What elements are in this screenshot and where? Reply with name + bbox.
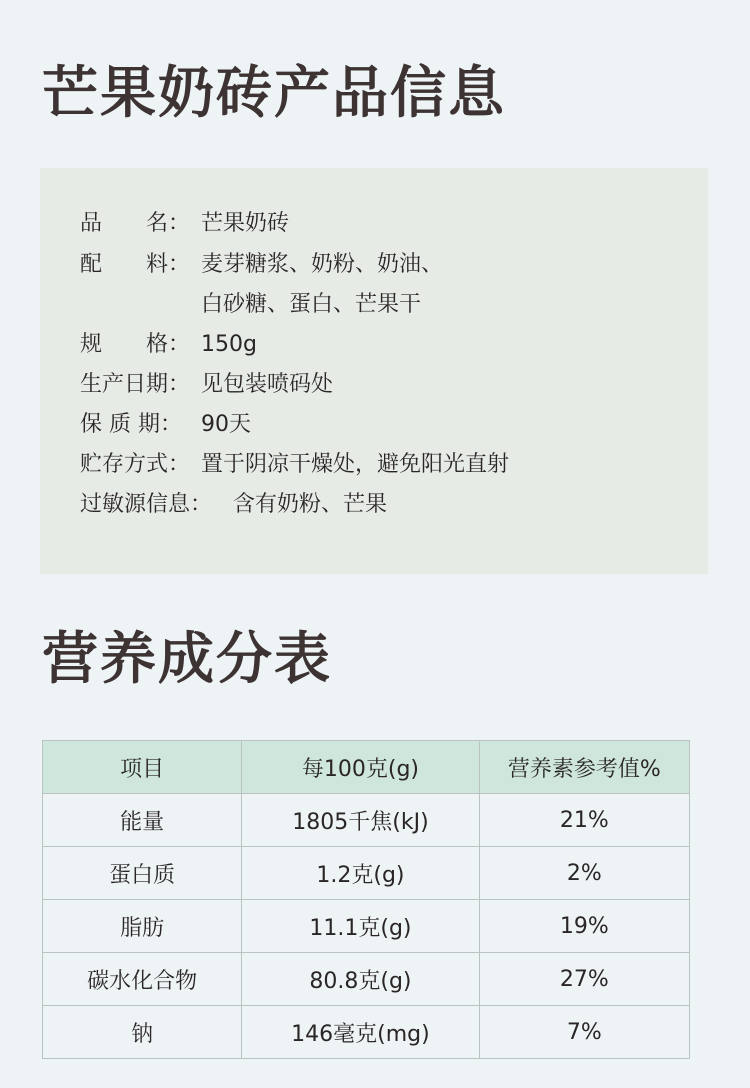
info-value: 90天 <box>201 412 251 437</box>
info-row-name <box>80 211 290 236</box>
table-cell: 2% <box>479 847 689 900</box>
table-cell: 钠 <box>43 1006 242 1059</box>
info-row-storage <box>80 452 510 477</box>
info-row-spec <box>80 332 257 357</box>
info-label: 配 料： <box>80 252 191 277</box>
table-cell: 11.1克(g) <box>242 900 479 953</box>
column-header: 每100克(g) <box>242 741 479 794</box>
info-label: 规 格： <box>80 332 191 357</box>
info-value: 见包装喷码处 <box>201 372 334 397</box>
table-cell: 脂肪 <box>43 900 242 953</box>
info-label: 保 质 期： <box>80 412 182 437</box>
info-row-allergen <box>80 492 388 517</box>
info-value: 白砂糖、蛋白、芒果干 <box>201 292 422 317</box>
table-cell: 80.8克(g) <box>242 953 479 1006</box>
nutrition-title: 营养成分表 <box>42 627 332 692</box>
table-cell: 蛋白质 <box>43 847 242 900</box>
product-info-title: 芒果奶砖产品信息 <box>42 61 506 126</box>
table-cell: 21% <box>479 794 689 847</box>
info-row-ingredients <box>80 252 444 277</box>
info-value: 置于阴凉干燥处，避免阳光直射 <box>201 452 510 477</box>
info-value: 150g <box>201 332 257 357</box>
table-cell: 146毫克(mg) <box>242 1006 479 1059</box>
info-label: 品 名： <box>80 211 191 236</box>
product-info-panel <box>40 168 708 574</box>
info-value: 麦芽糖浆、奶粉、奶油、 <box>201 252 444 277</box>
column-header: 营养素参考值% <box>479 741 689 794</box>
info-label: 过敏源信息： <box>80 492 213 517</box>
table-row <box>43 953 690 1006</box>
table-cell: 1805千焦(kJ) <box>242 794 479 847</box>
info-value: 芒果奶砖 <box>201 211 290 236</box>
info-label: 贮存方式： <box>80 452 191 477</box>
table-header-row <box>43 741 690 794</box>
table-cell: 1.2克(g) <box>242 847 479 900</box>
info-row-production-date <box>80 372 334 397</box>
table-row <box>43 900 690 953</box>
nutrition-table <box>42 740 690 1059</box>
table-cell: 7% <box>479 1006 689 1059</box>
table-row <box>43 847 690 900</box>
table-cell: 19% <box>479 900 689 953</box>
info-value: 含有奶粉、芒果 <box>233 492 388 517</box>
info-row-ingredients-cont <box>80 292 422 317</box>
info-row-shelf-life <box>80 412 251 437</box>
column-header: 项目 <box>43 741 242 794</box>
table-row <box>43 794 690 847</box>
table-cell: 能量 <box>43 794 242 847</box>
table-cell: 27% <box>479 953 689 1006</box>
info-label: 生产日期： <box>80 372 191 397</box>
table-cell: 碳水化合物 <box>43 953 242 1006</box>
table-row <box>43 1006 690 1059</box>
